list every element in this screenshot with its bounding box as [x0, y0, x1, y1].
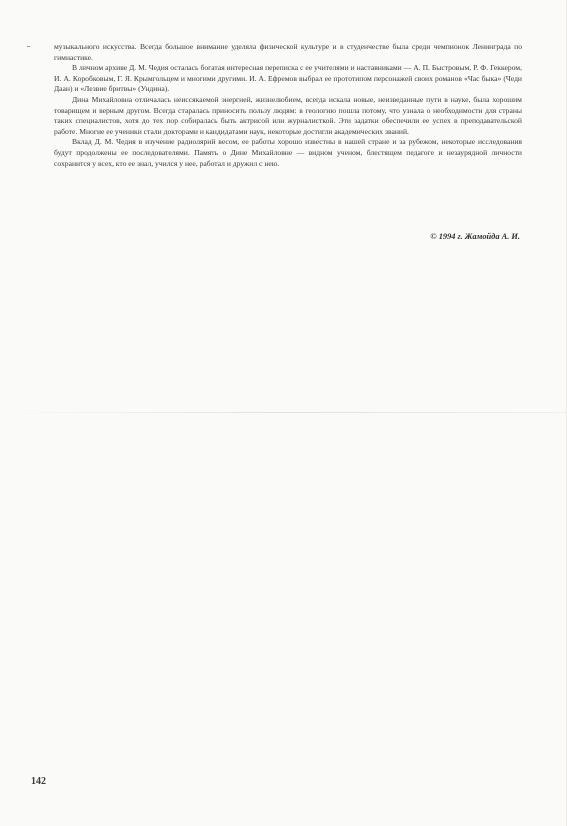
- margin-mark: [27, 46, 30, 47]
- paragraph-character: Дина Михайловна отличалась неиссякаемой энергией, жизнелюбием, всегда искала новые, неизведанные пути в науке, была хорошим товарищем и верным другом. Всегда старалась приносить пользу людям: в геологию пошла потому, что узнала о необходимости для страны таких специалистов, хотя до тех пор собиралась быть актрисой или журналисткой. Эти задатки обеспечили ее успех в преподавательской работе. Многие ее ученики стали докторами и кандидатами наук, некоторые достигли академических званий.: [54, 94, 522, 136]
- page-number: 142: [31, 776, 46, 787]
- paragraph-legacy: Вклад Д. М. Чедия в изучение радиолярий весом, ее работы хорошо известны в нашей стране и за рубежом, некоторые исследования будут продолжены ее последователями. Память о Дине Михайловне — видном ученом, блестящем педагоге и незаурядной личности сохранится у всех, кто ее знал, учился у нее, работал и дружил с нею.: [54, 137, 522, 168]
- copyright-signature: © 1994 г. Жамойда А. И.: [430, 232, 520, 241]
- paragraph-continuation: музыкального искусства. Всегда большое внимание уделяла физической культуре и в студенчестве была среди чемпионок Ленинграда по гимнастике.: [54, 42, 522, 62]
- paragraph-archive: В личном архиве Д. М. Чедия осталась богатая интересная переписка с ее учителями и наставниками — А. П. Быстровым, Р. Ф. Геккером, И. А. Коробковым, Г. Я. Крымгольцем и многими другими. И. А. Ефремов выбрал ее прототипом персонажей своих романов «Час быка» (Чеди Даан) и «Лезвие бритвы» (Ундина).: [54, 63, 522, 94]
- page-fold-line: [0, 412, 567, 413]
- body-text: [54, 42, 522, 169]
